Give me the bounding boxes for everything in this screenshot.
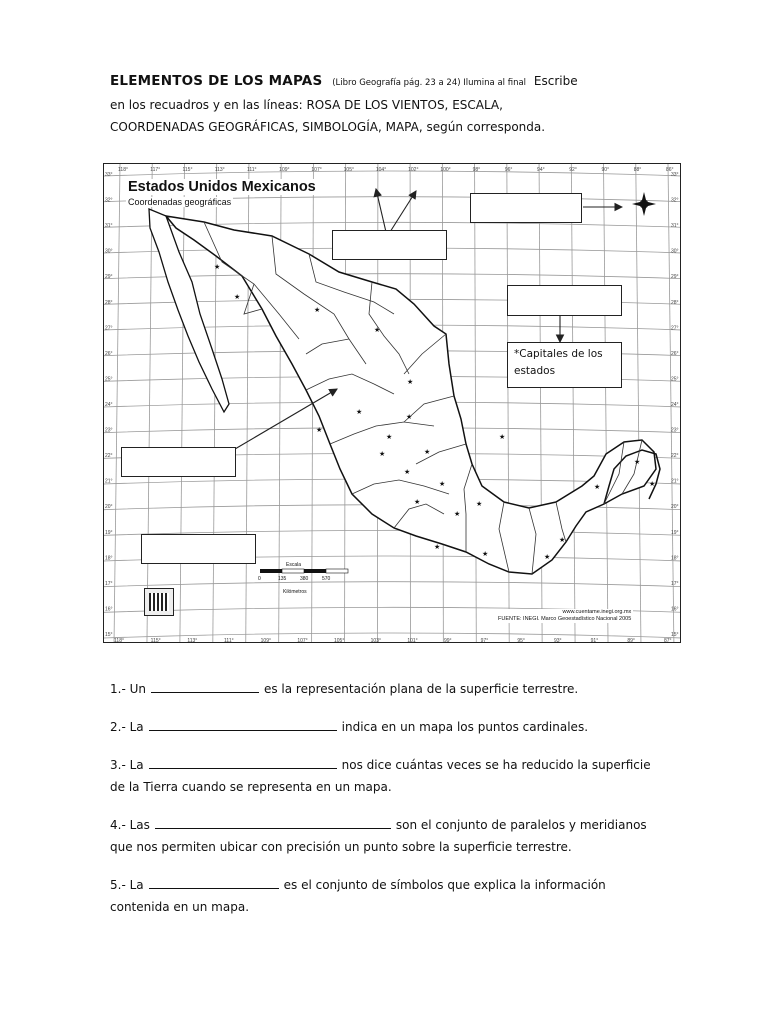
question-1-suffix: es la representación plana de la superficie terrestre. [263, 682, 579, 696]
header-line-1 [110, 70, 670, 94]
svg-text:★: ★ [407, 378, 414, 386]
question-5 [110, 874, 670, 918]
bottom-longitude-label: 97° [480, 638, 489, 644]
svg-text:★: ★ [499, 433, 506, 441]
bottom-longitude-label: 87° [664, 638, 672, 644]
questions-section [110, 678, 670, 934]
left-latitude-label: 16° [105, 606, 113, 613]
map-credits [496, 609, 633, 623]
top-longitude-label: 117° [150, 167, 161, 173]
right-latitude-label: 31° [671, 223, 679, 230]
left-latitude-label: 31° [105, 223, 113, 230]
left-latitude-label: 29° [105, 274, 113, 281]
credit-source: FUENTE: INEGI. Marco Geoestadístico Nacional 2005 [498, 616, 632, 622]
left-latitude-label: 28° [105, 299, 113, 306]
blank-box-simbologia[interactable] [507, 285, 622, 316]
bottom-longitude-label: 91° [590, 638, 599, 644]
right-latitude-label: 30° [671, 248, 679, 255]
svg-text:★: ★ [406, 413, 413, 421]
bottom-longitude-label: 93° [554, 638, 562, 644]
bottom-longitude-label: 89° [627, 638, 635, 644]
right-latitude-label: 23° [671, 427, 679, 434]
question-4-line-2: que nos permiten ubicar con precisión un punto sobre la superficie terrestre. [110, 840, 572, 854]
left-latitude-label: 24° [105, 402, 113, 408]
mexico-map [103, 163, 681, 643]
top-longitude-label: 107° [311, 167, 322, 173]
right-latitude-label: 19° [671, 529, 679, 536]
top-longitude-label: 118° [118, 167, 128, 173]
book-reference-note: (Libro Geografía pág. 23 a 24) Ilumina al final [332, 78, 527, 88]
right-latitude-label: 21° [671, 478, 679, 485]
bottom-longitude-label: 115° [150, 638, 161, 644]
svg-text:★: ★ [234, 293, 241, 301]
top-longitude-label: 90° [601, 167, 610, 173]
scale-title: Escala [286, 562, 302, 568]
bottom-longitude-label: 111° [224, 638, 234, 644]
question-4-prefix: 4.- Las [110, 818, 150, 832]
bottom-longitude-label: 105° [334, 638, 345, 644]
svg-text:★: ★ [379, 450, 386, 458]
right-latitude-label: 15° [671, 632, 679, 638]
top-longitude-label: 104° [375, 167, 387, 173]
left-latitude-label: 21° [105, 478, 113, 485]
svg-text:★: ★ [649, 480, 656, 488]
right-latitude-label: 26° [671, 350, 679, 357]
map-title: Estados Unidos Mexicanos [128, 179, 316, 195]
svg-text:★: ★ [594, 483, 601, 491]
top-longitude-label: 111° [246, 167, 257, 173]
right-latitude-label: 25° [671, 376, 679, 383]
top-longitude-label: 100° [440, 167, 451, 173]
right-latitude-label: 16° [671, 606, 679, 613]
svg-text:★: ★ [454, 510, 461, 518]
bottom-longitude-label: 101° [407, 638, 418, 644]
svg-text:★: ★ [386, 433, 393, 441]
question-1 [110, 678, 670, 700]
instruction-start: Escribe [533, 74, 578, 88]
question-4-suffix: son el conjunto de paralelos y meridianos [395, 818, 647, 832]
question-5-suffix: es el conjunto de símbolos que explica la información [283, 878, 606, 892]
question-2-blank[interactable] [149, 719, 337, 731]
question-5-blank[interactable] [149, 877, 279, 889]
right-latitude-label: 24° [671, 402, 679, 408]
instruction-line-2: en los recuadros y en las líneas: ROSA DE LOS VIENTOS, ESCALA, [110, 98, 503, 112]
worksheet-title: ELEMENTOS DE LOS MAPAS [110, 73, 323, 89]
top-longitude-label: 86° [666, 167, 674, 173]
svg-text:★: ★ [634, 458, 641, 466]
question-2-suffix: indica en un mapa los puntos cardinales. [341, 720, 589, 734]
legend-box-text: *Capitales de los estados [514, 348, 603, 377]
top-longitude-label: 102° [408, 167, 419, 173]
blank-box-rosa-de-los-vientos[interactable] [470, 193, 582, 223]
right-latitude-label: 33° [671, 172, 679, 178]
question-2-prefix: 2.- La [110, 720, 144, 734]
svg-text:★: ★ [356, 408, 363, 416]
question-3 [110, 754, 670, 798]
svg-text:★: ★ [482, 550, 489, 558]
scale-tick-2: 380 [300, 576, 309, 582]
mainland-mexico [166, 216, 656, 574]
question-1-blank[interactable] [151, 681, 259, 693]
left-latitude-label: 15° [105, 632, 113, 638]
svg-text:★: ★ [414, 498, 421, 506]
question-2 [110, 716, 670, 738]
right-latitude-label: 27° [671, 325, 679, 332]
bottom-longitude-label: 99° [444, 638, 452, 644]
left-latitude-label: 32° [105, 197, 113, 204]
bottom-longitude-label: 118° [114, 638, 124, 644]
top-longitude-label: 96° [504, 167, 513, 173]
top-longitude-label: 105° [343, 167, 354, 173]
top-longitude-label: 109° [279, 167, 290, 173]
right-latitude-label: 17° [671, 580, 679, 587]
left-latitude-label: 17° [105, 580, 113, 587]
question-1-prefix: 1.- Un [110, 682, 146, 696]
left-latitude-label: 33° [105, 172, 113, 178]
svg-text:★: ★ [434, 543, 441, 551]
bottom-longitude-label: 95° [517, 638, 525, 644]
svg-text:★: ★ [214, 263, 221, 271]
left-latitude-label: 26° [105, 350, 113, 357]
svg-text:★: ★ [404, 468, 411, 476]
right-latitude-label: 22° [671, 453, 679, 460]
svg-text:★: ★ [374, 326, 381, 334]
map-subtitle: Coordenadas geográficas [128, 197, 232, 207]
right-latitude-label: 29° [671, 274, 679, 281]
credit-url: www.cuentame.inegi.org.mx [562, 609, 632, 615]
question-5-line-2: contenida en un mapa. [110, 900, 250, 914]
left-latitude-label: 22° [105, 453, 113, 460]
legend-box [507, 342, 622, 388]
left-latitude-label: 25° [105, 376, 113, 383]
svg-text:★: ★ [559, 536, 566, 544]
bottom-longitude-label: 113° [187, 638, 198, 644]
svg-text:★: ★ [476, 500, 483, 508]
top-longitude-label: 98° [472, 167, 481, 173]
bottom-longitude-label: 109° [260, 638, 272, 644]
left-latitude-label: 23° [105, 427, 113, 434]
instruction-line-3: COORDENADAS GEOGRÁFICAS, SIMBOLOGÍA, MAPA, según corresponda. [110, 120, 546, 134]
question-3-line-2: de la Tierra cuando se representa en un mapa. [110, 780, 392, 794]
scale-unit: Kilómetros [283, 589, 307, 595]
right-latitude-label: 32° [671, 197, 679, 204]
left-latitude-label: 18° [105, 555, 113, 562]
bottom-longitude-label: 107° [297, 638, 308, 644]
bottom-longitude-label: 103° [370, 638, 382, 644]
top-longitude-label: 94° [537, 167, 545, 173]
blank-box-coordenadas[interactable] [332, 230, 447, 260]
question-5-prefix: 5.- La [110, 878, 144, 892]
blank-box-mapa[interactable] [121, 447, 236, 477]
top-longitude-label: 113° [214, 167, 225, 173]
question-4-blank[interactable] [155, 817, 391, 829]
scale-tick-0: 0 [258, 576, 261, 582]
right-latitude-label: 18° [671, 555, 679, 562]
svg-text:★: ★ [316, 426, 323, 434]
svg-text:★: ★ [544, 553, 551, 561]
top-longitude-label: 115° [182, 167, 193, 173]
scale-tick-1: 135 [278, 576, 287, 582]
left-latitude-label: 27° [105, 325, 113, 332]
left-latitude-label: 20° [105, 504, 113, 511]
blank-box-escala[interactable] [141, 534, 256, 564]
inegi-logo-icon [144, 588, 174, 616]
question-3-blank[interactable] [149, 757, 337, 769]
compass-rose [632, 192, 656, 216]
svg-text:★: ★ [424, 448, 431, 456]
question-3-prefix: 3.- La [110, 758, 144, 772]
left-latitude-label: 19° [105, 529, 113, 536]
left-latitude-label: 30° [105, 248, 113, 255]
question-4 [110, 814, 670, 858]
svg-text:★: ★ [439, 480, 446, 488]
svg-text:★: ★ [314, 306, 321, 314]
right-latitude-label: 28° [671, 299, 679, 306]
right-latitude-label: 20° [671, 504, 679, 511]
scale-bar [260, 569, 348, 573]
scale-tick-3: 570 [322, 576, 331, 582]
top-longitude-label: 92° [569, 167, 577, 173]
top-longitude-label: 88° [633, 167, 642, 173]
worksheet-header [110, 70, 670, 138]
question-3-suffix: nos dice cuántas veces se ha reducido la superficie [341, 758, 651, 772]
